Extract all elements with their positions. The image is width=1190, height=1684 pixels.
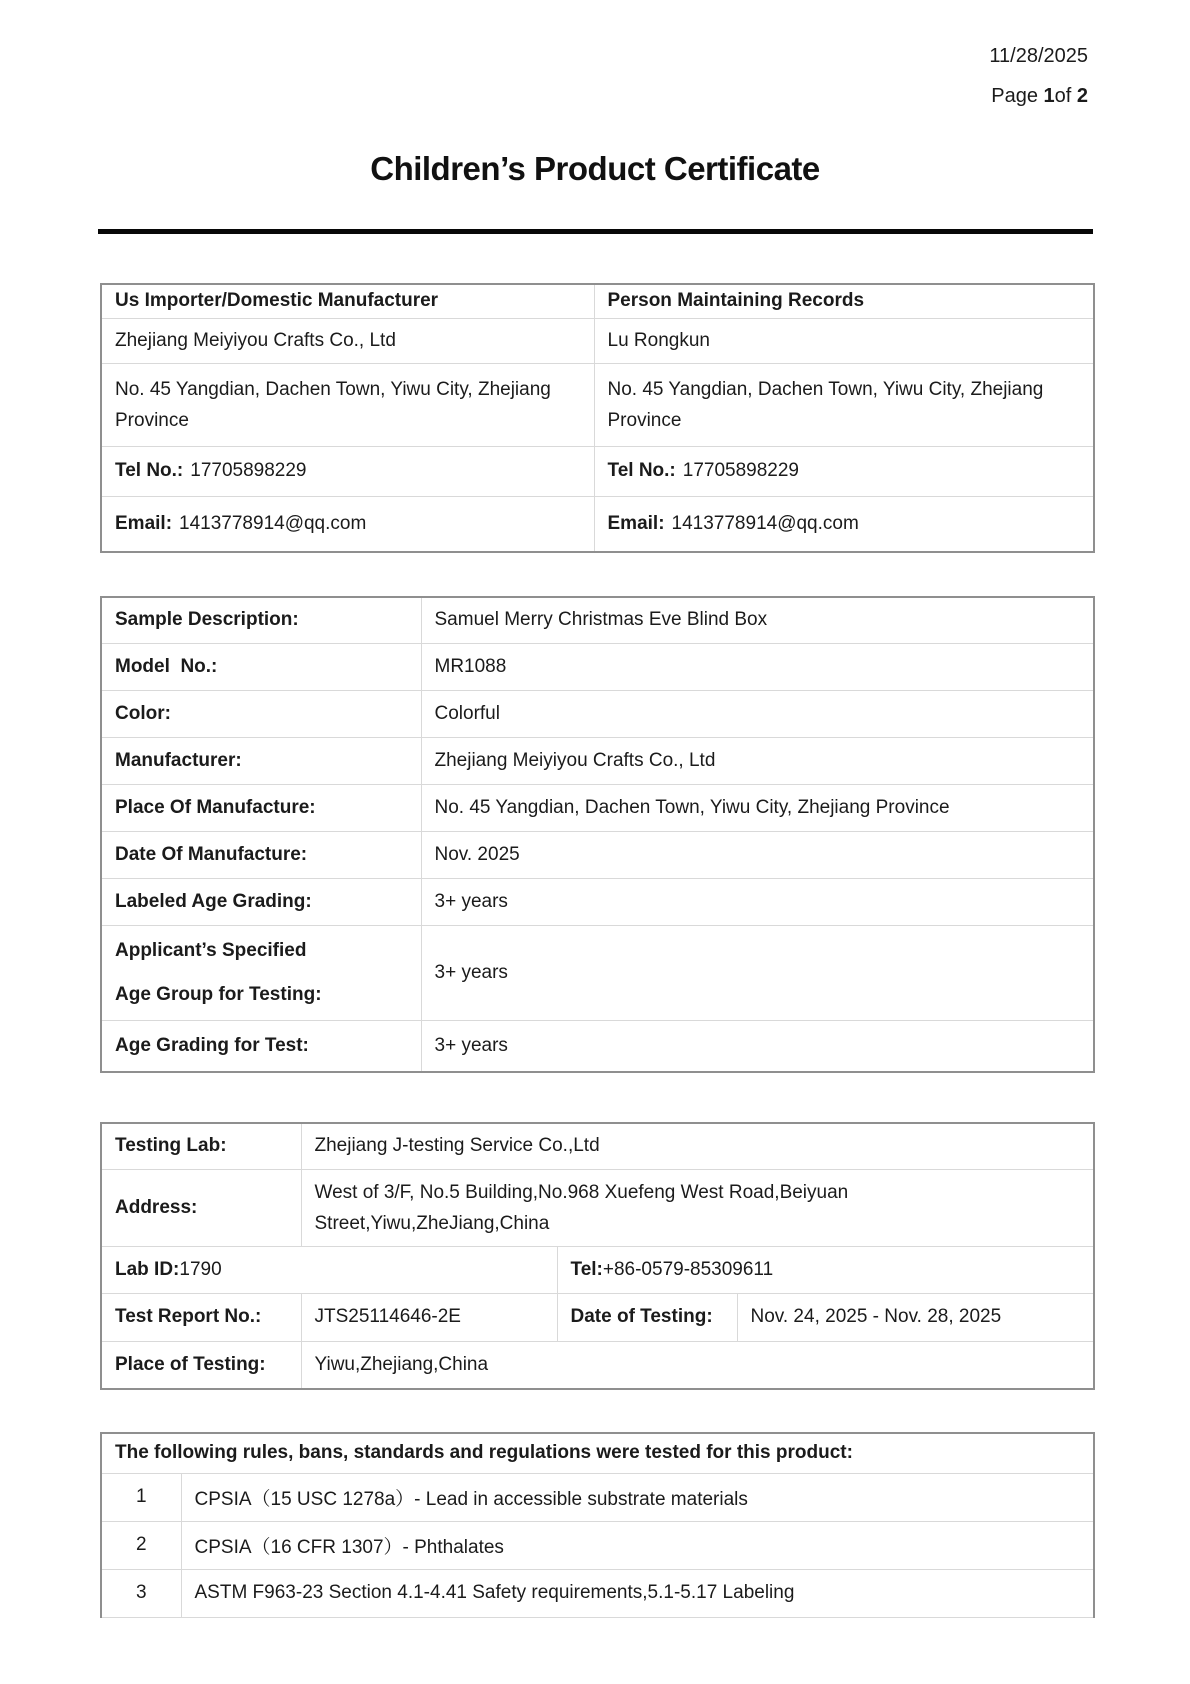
records-address-line2: Province <box>607 409 682 431</box>
date-of-testing-label: Date of Testing: <box>570 1306 713 1327</box>
records-address-cell <box>594 363 1094 446</box>
testing-lab-label-cell <box>101 1123 301 1169</box>
field-label-cell <box>101 643 421 690</box>
document-date: 11/28/2025 <box>989 45 1088 67</box>
testing-lab-value-cell <box>301 1123 1094 1169</box>
lab-tel-value: +86-0579-85309611 <box>602 1258 774 1280</box>
page-title: Children’s Product Certificate <box>370 150 820 187</box>
field-label-cell <box>101 737 421 784</box>
regulation-text: CPSIA（15 USC 1278a）- Lead in accessible substrate materials <box>194 1488 748 1510</box>
age-group-value: 3+ years <box>434 961 508 983</box>
records-tel-value: 17705898229 <box>682 460 800 481</box>
page-meta <box>989 46 1088 106</box>
date-of-testing-value: Nov. 24, 2025 - Nov. 28, 2025 <box>750 1306 1002 1327</box>
model-no-value: MR1088 <box>434 655 507 677</box>
field-label-cell <box>101 597 421 643</box>
regulation-text-cell <box>181 1473 1094 1521</box>
place-of-manufacture-label: Place Of Manufacture: <box>115 796 316 818</box>
product-table <box>100 596 1095 1073</box>
manufacturer-label: Manufacturer: <box>115 749 242 771</box>
lab-address-label: Address: <box>115 1196 198 1218</box>
field-label-cell <box>101 690 421 737</box>
field-value-cell <box>421 597 1094 643</box>
importer-header: Us Importer/Domestic Manufacturer <box>115 290 439 312</box>
records-address-line1: No. 45 Yangdian, Dachen Town, Yiwu City, Zhejiang <box>607 378 1044 400</box>
labeled-age-grading-value: 3+ years <box>434 890 508 912</box>
lab-id-label: Lab ID: <box>115 1258 180 1280</box>
regulations-table <box>100 1432 1095 1618</box>
regulation-number: 1 <box>101 1473 181 1521</box>
testing-lab-value: Zhejiang J-testing Service Co.,Ltd <box>314 1135 600 1157</box>
title-divider <box>98 229 1093 234</box>
report-no-value: JTS25114646-2E <box>314 1306 461 1327</box>
lab-table <box>100 1122 1095 1390</box>
importer-name: Zhejiang Meiyiyou Crafts Co., Ltd <box>115 329 396 351</box>
date-of-testing-label-cell <box>557 1293 737 1341</box>
regulation-text-cell <box>181 1569 1094 1617</box>
importer-email-label: Email: <box>115 512 173 534</box>
lab-id-cell <box>101 1246 557 1293</box>
color-label: Color: <box>115 702 171 724</box>
importer-tel-label: Tel No.: <box>115 460 184 481</box>
report-no-value-cell <box>301 1293 557 1341</box>
regulation-number: 3 <box>101 1569 181 1617</box>
importer-header-cell <box>101 284 594 318</box>
place-of-testing-value: Yiwu,Zhejiang,China <box>314 1353 489 1375</box>
regulation-text-cell <box>181 1521 1094 1569</box>
importer-email-cell <box>101 496 594 552</box>
importer-tel-value: 17705898229 <box>190 460 307 481</box>
labeled-age-grading-label: Labeled Age Grading: <box>115 890 312 912</box>
field-value-cell <box>421 1020 1094 1072</box>
date-of-manufacture-value: Nov. 2025 <box>434 843 520 865</box>
field-label-cell <box>101 831 421 878</box>
importer-address-line1: No. 45 Yangdian, Dachen Town, Yiwu City, Zhejiang <box>115 378 551 400</box>
testing-lab-label: Testing Lab: <box>115 1135 227 1157</box>
parties-table <box>100 283 1095 553</box>
date-of-testing-value-cell <box>737 1293 1094 1341</box>
lab-address-value-cell <box>301 1169 1094 1246</box>
records-email-value: 1413778914@qq.com <box>671 512 859 534</box>
manufacturer-value: Zhejiang Meiyiyou Crafts Co., Ltd <box>434 749 716 771</box>
field-value-cell <box>421 690 1094 737</box>
color-value: Colorful <box>434 702 500 724</box>
place-of-manufacture-value: No. 45 Yangdian, Dachen Town, Yiwu City, Zhejiang Province <box>434 796 950 818</box>
sample-description-value: Samuel Merry Christmas Eve Blind Box <box>434 609 768 631</box>
records-name: Lu Rongkun <box>607 329 710 351</box>
field-value-cell <box>421 643 1094 690</box>
date-of-manufacture-label: Date Of Manufacture: <box>115 843 308 865</box>
page-total: 2 <box>1076 85 1088 107</box>
page-word: Page <box>991 85 1044 107</box>
place-of-testing-label-cell <box>101 1341 301 1389</box>
lab-id-value: 1790 <box>179 1258 222 1280</box>
place-of-testing-label: Place of Testing: <box>115 1353 266 1375</box>
lab-address-label-cell <box>101 1169 301 1246</box>
importer-address-cell <box>101 363 594 446</box>
age-group-label-cell <box>101 925 421 1020</box>
regulation-text: CPSIA（16 CFR 1307）- Phthalates <box>194 1536 504 1558</box>
records-tel-cell <box>594 446 1094 496</box>
records-header-cell <box>594 284 1094 318</box>
lab-tel-label: Tel: <box>570 1258 603 1280</box>
model-no-label: Model No.: <box>115 655 218 677</box>
regulation-text: ASTM F963-23 Section 4.1-4.41 Safety requirements,5.1-5.17 Labeling <box>194 1582 795 1603</box>
regulation-number: 2 <box>101 1521 181 1569</box>
regulations-header-cell <box>101 1433 1094 1473</box>
age-group-label-line1: Applicant’s Specified <box>115 940 307 961</box>
lab-tel-cell <box>557 1246 1094 1293</box>
place-of-testing-value-cell <box>301 1341 1094 1389</box>
importer-address-line2: Province <box>115 409 189 431</box>
records-tel-label: Tel No.: <box>607 460 676 481</box>
page-number <box>989 86 1088 106</box>
importer-email-value: 1413778914@qq.com <box>179 512 367 534</box>
age-grading-for-test-label: Age Grading for Test: <box>115 1034 309 1056</box>
age-grading-for-test-value: 3+ years <box>434 1034 508 1056</box>
sample-description-label: Sample Description: <box>115 609 299 631</box>
age-group-label-line2: Age Group for Testing: <box>115 984 322 1005</box>
page-current: 1 <box>1043 85 1055 107</box>
importer-name-cell <box>101 318 594 363</box>
report-no-label: Test Report No.: <box>115 1306 262 1327</box>
regulations-header: The following rules, bans, standards and regulations were tested for this product: <box>115 1442 853 1464</box>
lab-address-line2: Street,Yiwu,ZheJiang,China <box>314 1212 550 1234</box>
lab-address-line1: West of 3/F, No.5 Building,No.968 Xuefeng West Road,Beiyuan <box>314 1181 849 1203</box>
age-group-value-cell <box>421 925 1094 1020</box>
records-header: Person Maintaining Records <box>607 290 865 312</box>
field-value-cell <box>421 878 1094 925</box>
report-no-label-cell <box>101 1293 301 1341</box>
field-label-cell <box>101 878 421 925</box>
field-value-cell <box>421 831 1094 878</box>
importer-tel-cell <box>101 446 594 496</box>
field-value-cell <box>421 737 1094 784</box>
records-email-cell <box>594 496 1094 552</box>
page-of: of <box>1054 85 1077 107</box>
records-name-cell <box>594 318 1094 363</box>
field-value-cell <box>421 784 1094 831</box>
field-label-cell <box>101 1020 421 1072</box>
field-label-cell <box>101 784 421 831</box>
records-email-label: Email: <box>607 512 665 534</box>
